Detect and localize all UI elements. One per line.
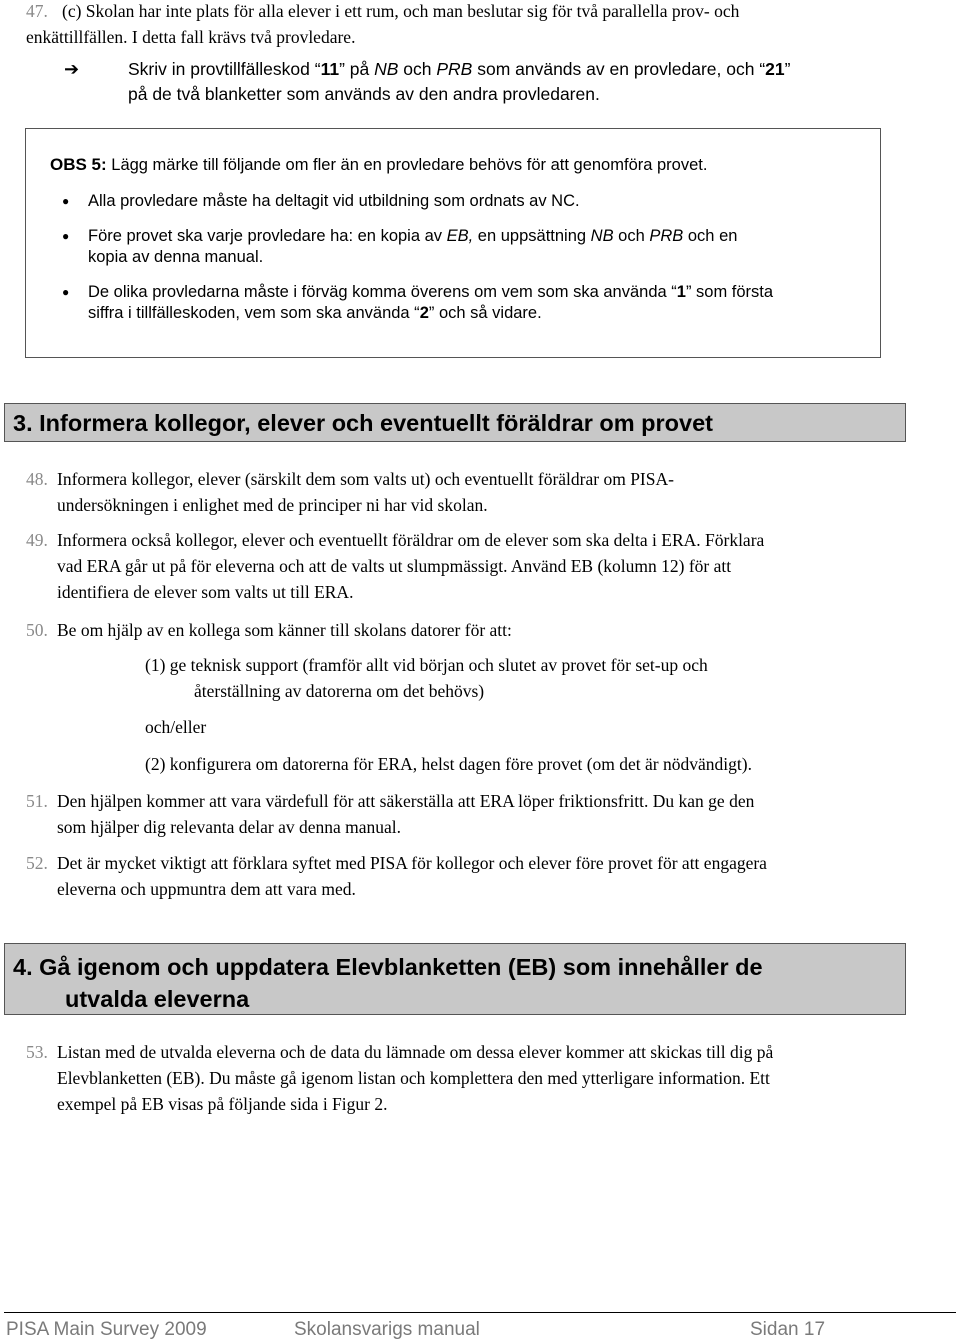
instruction-line: Skriv in provtillfälleskod “11” på NB och PRB som används av en provledare, och “21”	[128, 59, 791, 79]
bullet-icon: ●	[62, 285, 70, 299]
sub-item-1: (1) ge teknisk support (framför allt vid början och slutet av provet för set-up och återställning av datorerna om det behövs)	[145, 655, 708, 701]
paragraph-text-line: Den hjälpen kommer att vara värdefull för att säkerställa att ERA löper friktionsfritt. Du kan ge den	[57, 791, 755, 811]
arrow-right-icon: ➔	[64, 59, 80, 79]
footer-manual-title: Skolansvarigs manual	[294, 1319, 480, 1340]
bullet-item: ● Alla provledare måste ha deltagit vid utbildning som ordnats av NC.	[62, 192, 580, 210]
sub-item-or: och/eller	[145, 717, 207, 737]
paragraph-text-line: vad ERA går ut på för eleverna och att de valts ut slumpmässigt. Använd EB (kolumn 12) för att	[57, 556, 732, 576]
footer-page-number: Sidan 17	[750, 1319, 826, 1340]
bullet-icon: ●	[62, 194, 70, 208]
section-heading: 4. Gå igenom och uppdatera Elevblanketten (EB) som innehåller de utvalda eleverna	[4, 943, 906, 1015]
page-footer	[4, 1312, 956, 1340]
paragraph-49	[26, 527, 926, 605]
section-heading: 3. Informera kollegor, elever och eventuellt föräldrar om provet	[4, 403, 906, 442]
instruction-line: på de två blanketter som används av den andra provledaren.	[128, 84, 600, 104]
paragraph-text-line: identifiera de elever som valts ut till ERA.	[57, 582, 354, 602]
paragraph-number: 52.	[26, 853, 48, 873]
sub-item-2: (2) konfigurera om datorerna för ERA, helst dagen före provet (om det är nödvändigt).	[145, 754, 752, 774]
paragraph-number: 48.	[26, 469, 48, 489]
paragraph-text-line: enkättillfällen. I detta fall krävs två provledare.	[26, 27, 356, 47]
bullet-icon: ●	[62, 229, 70, 243]
paragraph-number: 50.	[26, 620, 48, 640]
paragraph-text-line: exempel på EB visas på följande sida i Figur 2.	[57, 1094, 388, 1114]
bullet-item: ● Före provet ska varje provledare ha: en kopia av EB, en uppsättning NB och PRB och en kopia av denna manual.	[62, 227, 738, 266]
paragraph-text-line: Informera kollegor, elever (särskilt dem som valts ut) och eventuellt föräldrar om PISA-	[57, 469, 674, 489]
obs-title: OBS 5: Lägg märke till följande om fler än en provledare behövs för att genomföra provet.	[50, 155, 708, 174]
paragraph-52	[26, 850, 926, 902]
paragraph-text-line: Elevblanketten (EB). Du måste gå igenom listan och komplettera den med ytterligare information. Ett	[57, 1068, 770, 1088]
obs-note-box	[25, 128, 881, 358]
paragraph-51	[26, 788, 926, 840]
paragraph-number: 47.	[26, 1, 48, 21]
paragraph-number: 51.	[26, 791, 48, 811]
paragraph-47	[26, 0, 926, 50]
instruction-item	[64, 57, 904, 107]
paragraph-text-line: undersökningen i enlighet med de principer ni har vid skolan.	[57, 495, 488, 515]
paragraph-50	[26, 617, 926, 643]
paragraph-text-line: eleverna och uppmuntra dem att vara med.	[57, 879, 356, 899]
bullet-item: ● De olika provledarna måste i förväg komma överens om vem som ska använda “1” som första siffra i tillfälleskoden, vem som ska använda “2” och så vidare.	[62, 283, 774, 322]
paragraph-text-line: som hjälper dig relevanta delar av denna manual.	[57, 817, 402, 837]
paragraph-text-line: (c) Skolan har inte plats för alla elever i ett rum, och man beslutar sig för två parallella prov- och	[62, 1, 740, 21]
obs-label: OBS 5:	[50, 155, 107, 174]
paragraph-text-line: Det är mycket viktigt att förklara syftet med PISA för kollegor och elever före provet för att engagera	[57, 853, 767, 873]
paragraph-text-line: Be om hjälp av en kollega som känner till skolans datorer för att:	[57, 620, 512, 640]
paragraph-48	[26, 466, 926, 518]
footer-survey-name: PISA Main Survey 2009	[6, 1319, 207, 1340]
paragraph-text-line: Listan med de utvalda eleverna och de data du lämnade om dessa elever kommer att skickas till dig på	[57, 1042, 774, 1062]
paragraph-number: 53.	[26, 1042, 48, 1062]
paragraph-number: 49.	[26, 530, 48, 550]
paragraph-text-line: Informera också kollegor, elever och eventuellt föräldrar om de elever som ska delta i ERA. Förklara	[57, 530, 765, 550]
paragraph-53	[26, 1039, 926, 1117]
